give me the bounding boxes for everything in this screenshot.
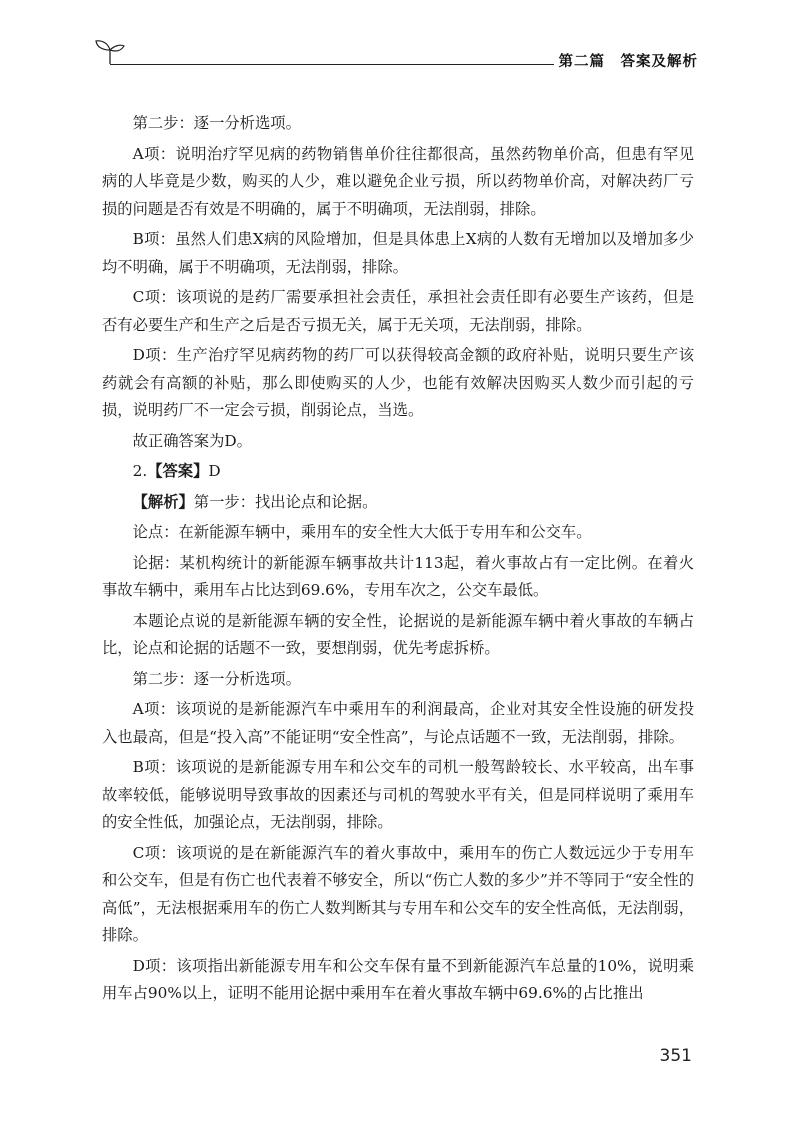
paragraph: 第二步：逐一分析选项。 bbox=[132, 114, 301, 132]
header-rule bbox=[110, 64, 554, 65]
question-number: 2. bbox=[132, 462, 148, 480]
page-number: 351 bbox=[659, 1046, 692, 1066]
analysis-label: 【解析】 bbox=[132, 492, 194, 511]
answer-label: 【答案】 bbox=[147, 462, 209, 480]
paragraph: B项：该项说的是新能源专用车和公交车的司机一般驾龄较长、水平较高，出车事故率较低，能够说明导致事故的因素还与司机的驾驶水平有关，但是同样说明了乘用车的安全性低，加强论点，无法削弱，排除。 bbox=[102, 758, 694, 831]
paragraph: C项：该项说的是在新能源汽车的着火事故中，乘用车的伤亡人数远远少于专用车和公交车，但是有伤亡也代表着不够安全，所以“伤亡人数的多少”并不等同于“安全性的高低”，无法根据乘用车的伤亡人数判断其与专用车和公交车的安全性高低，无法削弱，排除。 bbox=[102, 843, 694, 944]
paragraph: B项：虽然人们患X病的风险增加，但是具体患上X病的人数有无增加以及增加多少均不明确，属于不明确项，无法削弱，排除。 bbox=[102, 230, 694, 276]
section-title: 第二篇 答案及解析 bbox=[558, 54, 698, 70]
sprout-icon bbox=[92, 36, 128, 66]
answer-value: D bbox=[208, 462, 221, 480]
paragraph: 故正确答案为D。 bbox=[132, 431, 252, 450]
analysis-line bbox=[102, 489, 694, 517]
analysis-text: 第一步：找出论点和论据。 bbox=[193, 492, 378, 511]
paragraph: 第二步：逐一分析选项。 bbox=[132, 669, 301, 688]
running-header bbox=[92, 36, 702, 76]
question-answer-line bbox=[102, 458, 694, 486]
paragraph: 论据：某机构统计的新能源车辆事故共计113起，着火事故占有一定比例。在着火事故车辆中，乘用车占比达到69.6%，专用车次之，公交车最低。 bbox=[102, 553, 694, 599]
paragraph: D项：该项指出新能源专用车和公交车保有量不到新能源汽车总量的10%，说明乘用车占90%以上，证明不能用论据中乘用车在着火事故车辆中69.6%的占比推出 bbox=[102, 956, 694, 1002]
page-body bbox=[102, 110, 694, 1011]
paragraph: 论点：在新能源车辆中，乘用车的安全性大大低于专用车和公交车。 bbox=[132, 523, 592, 541]
paragraph: A项：说明治疗罕见病的药物销售单价往往都很高，虽然药物单价高，但患有罕见病的人毕竟是少数，购买的人少，难以避免企业亏损，所以药物单价高，对解决药厂亏损的问题是否有效是不明确的，属于不明确项，无法削弱，排除。 bbox=[102, 144, 694, 218]
paragraph: D项：生产治疗罕见病药物的药厂可以获得较高金额的政府补贴，说明只要生产该药就会有高额的补贴，那么即使购买的人少，也能有效解决因购买人数少而引起的亏损，说明药厂不一定会亏损，削弱论点，当选。 bbox=[102, 346, 694, 419]
paragraph: 本题论点说的是新能源车辆的安全性，论据说的是新能源车辆中着火事故的车辆占比，论点和论据的话题不一致，要想削弱，优先考虑拆桥。 bbox=[102, 611, 694, 657]
paragraph: C项：该项说的是药厂需要承担社会责任，承担社会责任即有必要生产该药，但是否有必要生产和生产之后是否亏损无关，属于无关项，无法削弱，排除。 bbox=[102, 288, 694, 334]
paragraph: A项：该项说的是新能源汽车中乘用车的利润最高，企业对其安全性设施的研发投入也最高，但是“投入高”不能证明“安全性高”，与论点话题不一致，无法削弱，排除。 bbox=[102, 700, 694, 746]
